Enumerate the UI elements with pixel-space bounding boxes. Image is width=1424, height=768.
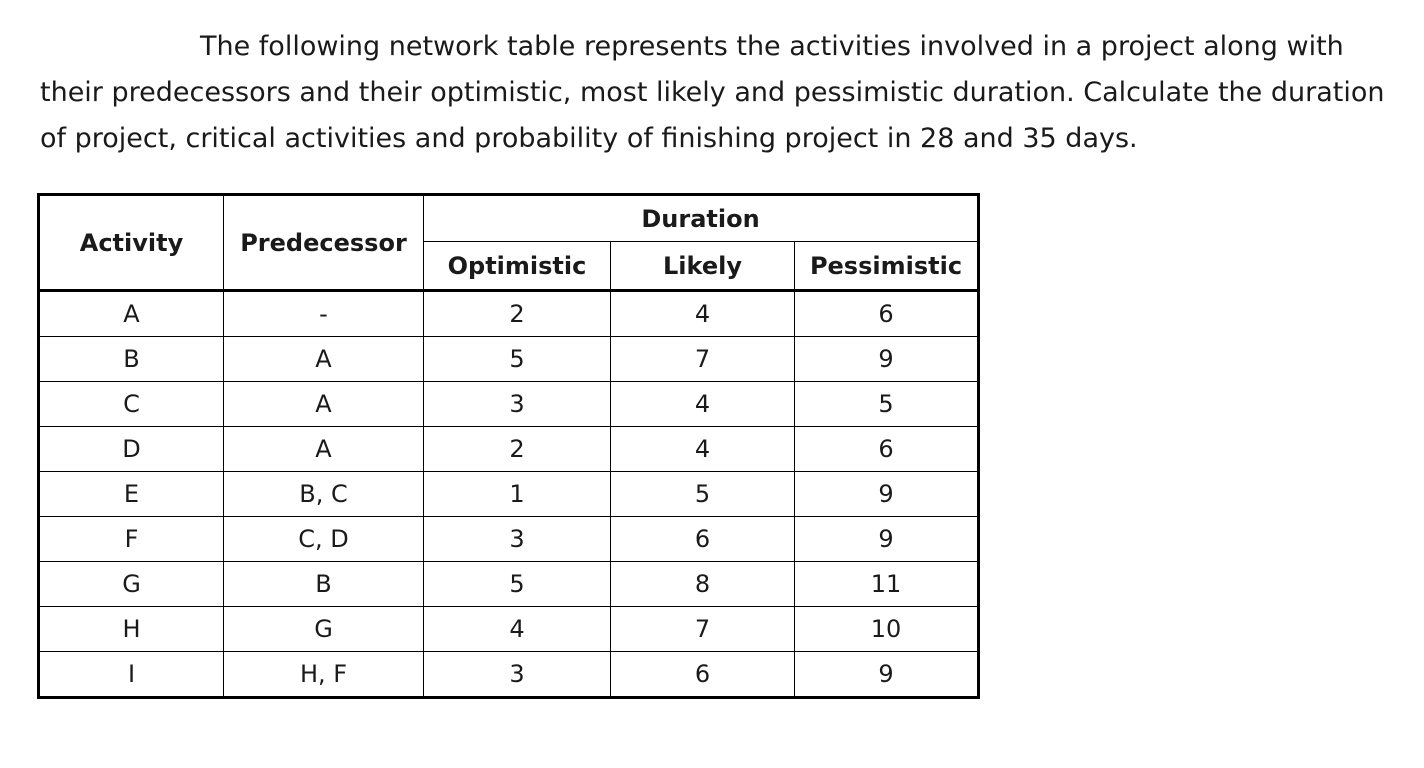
activity-cell: H bbox=[39, 607, 224, 652]
predecessor-cell: C, D bbox=[224, 517, 424, 562]
activity-cell: B bbox=[39, 337, 224, 382]
likely-cell: 8 bbox=[611, 562, 795, 607]
pessimistic-header: Pessimistic bbox=[795, 242, 979, 291]
pessimistic-cell: 5 bbox=[795, 382, 979, 427]
table-header-row bbox=[39, 195, 979, 242]
table-row bbox=[39, 517, 979, 562]
likely-cell: 4 bbox=[611, 382, 795, 427]
optimistic-cell: 3 bbox=[424, 517, 611, 562]
pessimistic-cell: 11 bbox=[795, 562, 979, 607]
predecessor-cell: G bbox=[224, 607, 424, 652]
predecessor-cell: B bbox=[224, 562, 424, 607]
activity-header: Activity bbox=[39, 195, 224, 291]
table-row bbox=[39, 382, 979, 427]
likely-cell: 7 bbox=[611, 607, 795, 652]
optimistic-cell: 2 bbox=[424, 291, 611, 337]
predecessor-cell: - bbox=[224, 291, 424, 337]
pessimistic-cell: 9 bbox=[795, 652, 979, 698]
likely-cell: 6 bbox=[611, 652, 795, 698]
activity-cell: A bbox=[39, 291, 224, 337]
pessimistic-cell: 9 bbox=[795, 337, 979, 382]
predecessor-cell: H, F bbox=[224, 652, 424, 698]
pessimistic-cell: 6 bbox=[795, 427, 979, 472]
table-row bbox=[39, 472, 979, 517]
pessimistic-cell: 10 bbox=[795, 607, 979, 652]
table-row bbox=[39, 291, 979, 337]
table-row bbox=[39, 337, 979, 382]
predecessor-cell: A bbox=[224, 427, 424, 472]
activity-cell: G bbox=[39, 562, 224, 607]
network-table bbox=[37, 193, 980, 699]
optimistic-cell: 5 bbox=[424, 562, 611, 607]
problem-statement: The following network table represents the activities involved in a project along with their predecessors and their optimistic, most likely and pessimistic duration. Calculate the duration of project, critical activities and probability of finishing project in 28 and 35 days. bbox=[40, 31, 1385, 154]
optimistic-cell: 3 bbox=[424, 382, 611, 427]
predecessor-cell: A bbox=[224, 337, 424, 382]
pessimistic-cell: 9 bbox=[795, 517, 979, 562]
activity-cell: C bbox=[39, 382, 224, 427]
likely-cell: 5 bbox=[611, 472, 795, 517]
likely-cell: 4 bbox=[611, 427, 795, 472]
activity-cell: D bbox=[39, 427, 224, 472]
likely-cell: 7 bbox=[611, 337, 795, 382]
table-row bbox=[39, 562, 979, 607]
predecessor-header: Predecessor bbox=[224, 195, 424, 291]
optimistic-header: Optimistic bbox=[424, 242, 611, 291]
table-row bbox=[39, 652, 979, 698]
predecessor-cell: A bbox=[224, 382, 424, 427]
activity-cell: I bbox=[39, 652, 224, 698]
pessimistic-cell: 9 bbox=[795, 472, 979, 517]
optimistic-cell: 4 bbox=[424, 607, 611, 652]
predecessor-cell: B, C bbox=[224, 472, 424, 517]
activity-cell: E bbox=[39, 472, 224, 517]
likely-cell: 6 bbox=[611, 517, 795, 562]
optimistic-cell: 2 bbox=[424, 427, 611, 472]
table-row bbox=[39, 607, 979, 652]
likely-header: Likely bbox=[611, 242, 795, 291]
optimistic-cell: 3 bbox=[424, 652, 611, 698]
optimistic-cell: 5 bbox=[424, 337, 611, 382]
pessimistic-cell: 6 bbox=[795, 291, 979, 337]
table-row bbox=[39, 427, 979, 472]
optimistic-cell: 1 bbox=[424, 472, 611, 517]
likely-cell: 4 bbox=[611, 291, 795, 337]
duration-header: Duration bbox=[424, 195, 979, 242]
activity-cell: F bbox=[39, 517, 224, 562]
